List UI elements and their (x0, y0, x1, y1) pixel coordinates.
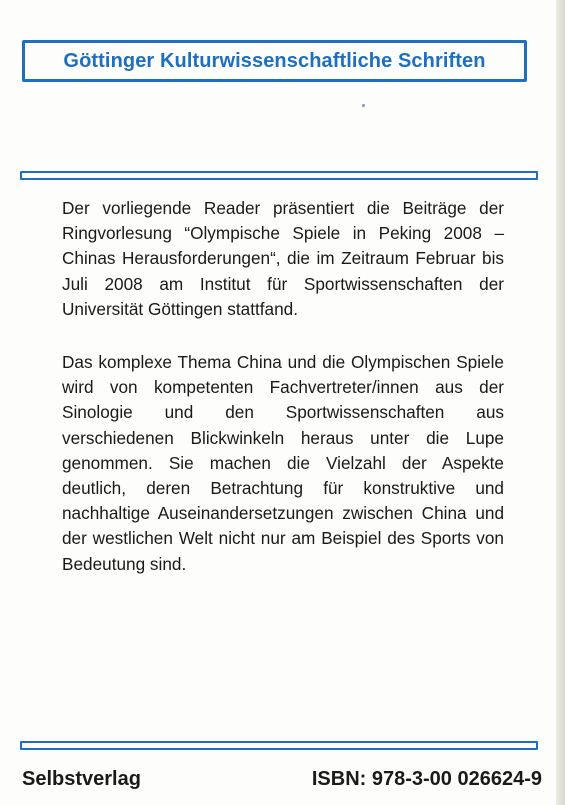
back-cover-blurb (62, 196, 504, 577)
bottom-divider-bar (20, 741, 538, 750)
series-title-box (22, 40, 527, 82)
footer (22, 768, 542, 791)
top-divider-bar (20, 171, 538, 180)
page-edge-shadow (556, 0, 565, 805)
paper-speck (362, 104, 365, 107)
series-title: Göttinger Kulturwissenschaftliche Schriften (63, 49, 486, 72)
blurb-paragraph-1: Der vorliegende Reader präsentiert die Beiträge der Ringvorlesung “Olympische Spiele in Peking 2008 – Chinas Herausforderungen“, die im Zeitraum Februar bis Juli 2008 am Institut für Sportwissenschaften der Universität Göttingen stattfand. (62, 198, 504, 319)
publisher-label: Selbstverlag (22, 768, 141, 790)
isbn-label: ISBN: 978-3-00 026624-9 (311, 768, 542, 790)
blurb-paragraph-2: Das komplexe Thema China und die Olympischen Spiele wird von kompetenten Fachvertreter/innen aus der Sinologie und den Sportwissenschaften aus verschiedenen Blickwinkeln heraus unter die Lupe genommen. Sie machen die Vielzahl der Aspekte deutlich, deren Betrachtung für konstruktive und nachhaltige Auseinandersetzungen zwischen China und der westlichen Welt nicht nur am Beispiel des Sports von Bedeutung sind. (62, 352, 504, 574)
